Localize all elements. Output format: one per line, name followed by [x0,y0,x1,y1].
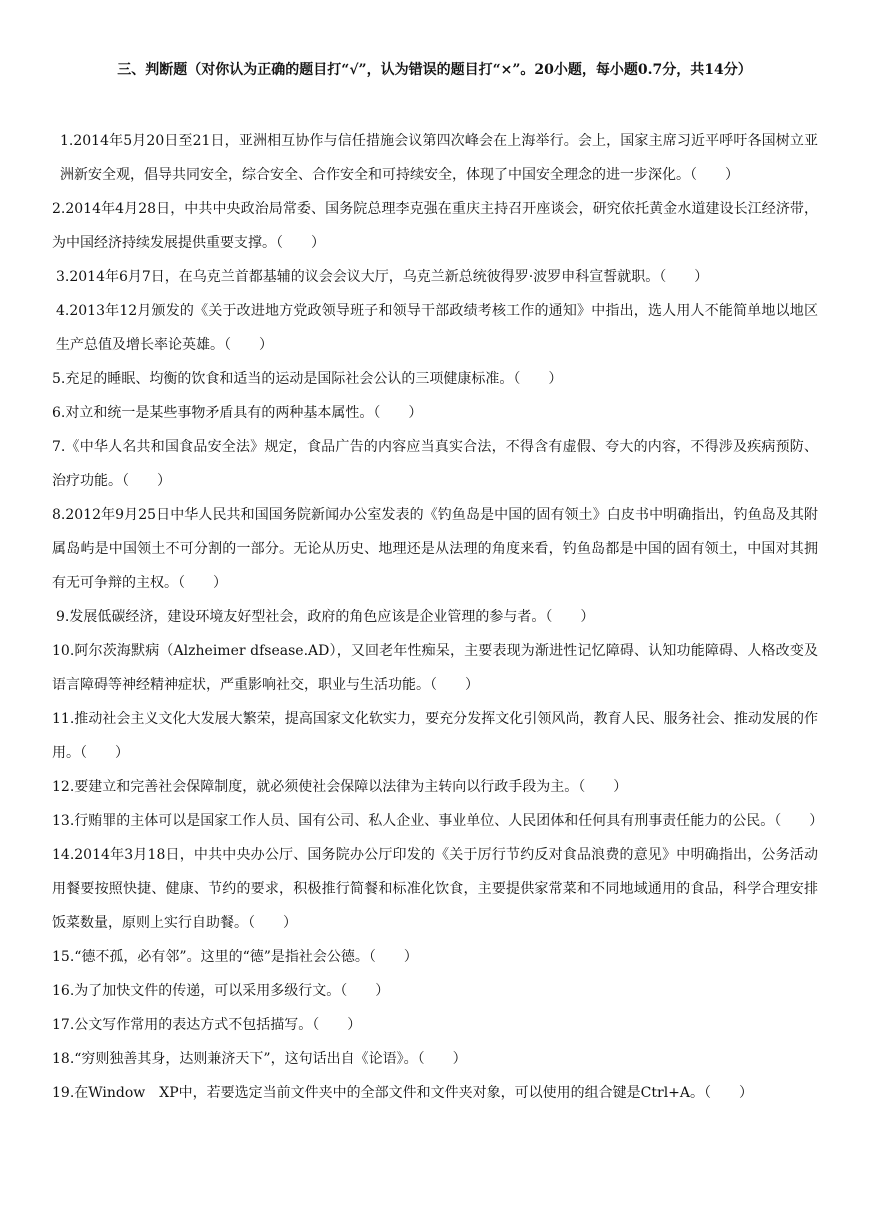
question-17: 17.公文写作常用的表达方式不包括描写。（ ） [52,1017,362,1033]
question-6: 6.对立和统一是某些事物矛盾具有的两种基本属性。（ ） [52,405,423,421]
question-19: 19.在Window XP中，若要选定当前文件夹中的全部文件和文件夹对象，可以使用的组合键是Ctrl+A。（ ） [52,1085,754,1101]
question-3: 3.2014年6月7日，在乌克兰首都基辅的议会会议大厅，乌克兰新总统彼得罗·波罗申科宣誓就职。（ ） [56,269,709,285]
question-10: 10.阿尔茨海默病（Alzheimer dfsease.AD），又回老年性痴呆，主要表现为渐进性记忆障碍、认知功能障碍、人格改变及语言障碍等神经精神症状，严重影响社交，职业与生活功能。（ ） [52,643,818,693]
question-9: 9.发展低碳经济，建设环境友好型社会，政府的角色应该是企业管理的参与者。（ ） [56,609,595,625]
question-1: 1.2014年5月20日至21日，亚洲相互协作与信任措施会议第四次峰会在上海举行。会上，国家主席习近平呼吁各国树立亚洲新安全观，倡导共同安全，综合安全、合作安全和可持续安全，体现了中国安全理念的进一步深化。（ ） [60,133,818,183]
question-5: 5.充足的睡眠、均衡的饮食和适当的运动是国际社会公认的三项健康标准。（ ） [52,371,563,387]
question-4: 4.2013年12月颁发的《关于改进地方党政领导班子和领导干部政绩考核工作的通知》中指出，选人用人不能简单地以地区生产总值及增长率论英雄。（ ） [56,303,818,353]
question-13: 13.行贿罪的主体可以是国家工作人员、国有公司、私人企业、事业单位、人民团体和任何具有刑事责任能力的公民。（ ） [52,813,824,829]
question-14: 14.2014年3月18日，中共中央办公厅、国务院办公厅印发的《关于厉行节约反对食品浪费的意见》中明确指出，公务活动用餐要按照快捷、健康、节约的要求，积极推行简餐和标准化饮食，主要提供家常菜和不同地域通用的食品，科学合理安排饭菜数量，原则上实行自助餐。（ ） [52,847,818,931]
question-7: 7.《中华人名共和国食品安全法》规定，食品广告的内容应当真实合法，不得含有虚假、夸大的内容，不得涉及疾病预防、治疗功能。（ ） [52,439,818,489]
question-8: 8.2012年9月25日中华人民共和国国务院新闻办公室发表的《钓鱼岛是中国的固有领土》白皮书中明确指出，钓鱼岛及其附属岛屿是中国领土不可分割的一部分。无论从历史、地理还是从法理的角度来看，钓鱼岛都是中国的固有领土，中国对其拥有无可争辩的主权。（ ） [52,507,818,591]
question-11: 11.推动社会主义文化大发展大繁荣，提高国家文化软实力，要充分发挥文化引领风尚，教育人民、服务社会、推动发展的作用。（ ） [52,711,818,761]
question-15: 15.“德不孤，必有邻”。这里的“德”是指社会公德。（ ） [52,949,418,965]
section-title: 三、判断题（对你认为正确的题目打“√”，认为错误的题目打“×”。20小题，每小题0.7分，共14分） [117,62,752,78]
question-list [52,124,824,1110]
question-12: 12.要建立和完善社会保障制度，就必须使社会保障以法律为主转向以行政手段为主。（ ） [52,779,628,795]
question-2: 2.2014年4月28日，中共中央政治局常委、国务院总理李克强在重庆主持召开座谈会，研究依托黄金水道建设长江经济带，为中国经济持续发展提供重要支撑。（ ） [52,201,818,251]
question-18: 18.“穷则独善其身，达则兼济天下”，这句话出自《论语》。（ ） [52,1051,467,1067]
question-16: 16.为了加快文件的传递，可以采用多级行文。（ ） [52,983,390,999]
